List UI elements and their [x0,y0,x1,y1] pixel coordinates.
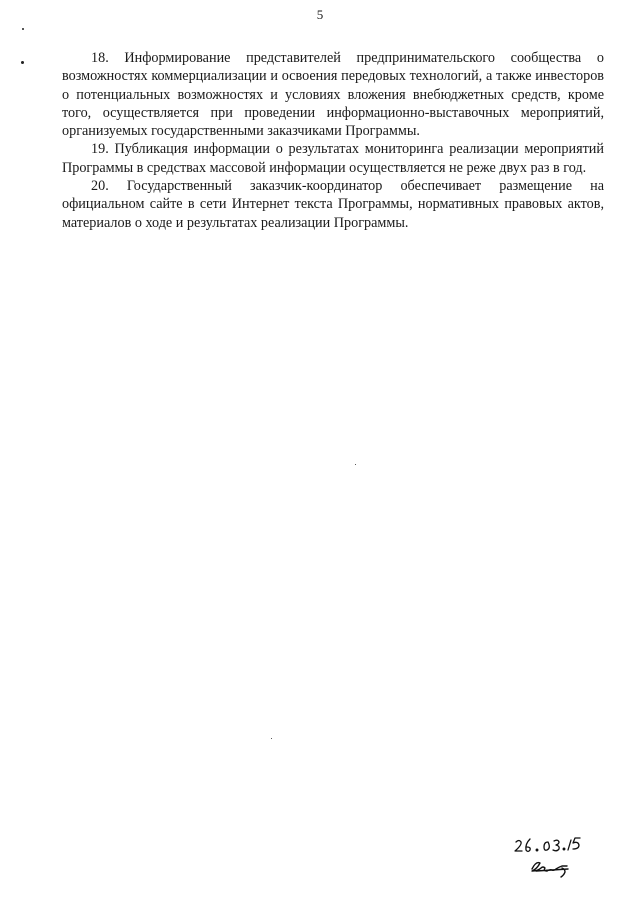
handwritten-date-and-initials [508,835,598,880]
scan-speck [355,464,356,465]
paragraph-19: 19. Публикация информации о результатах мониторинга реализации мероприятий Программы в средствах массовой информации осуществляется не реже двух раз в год. [62,141,604,176]
scan-speck [271,738,272,739]
paragraph-20: 20. Государственный заказчик-координатор обеспечивает размещение на официальном сайте в сети Интернет текста Программы, нормативных правовых актов, материалов о ходе и результатах реализации Программы. [62,178,604,231]
scan-speck [22,28,24,30]
scan-speck [21,61,24,64]
page-number: 5 [316,7,324,22]
paragraph-18: 18. Информирование представителей предпринимательского сообщества о возможностях коммерциализации и освоения передовых технологий, а также инвесторов о потенциальных возможностях и условиях вложения внебюджетных средств, кроме того, осуществляется при проведении информационно-выставочных мероприятий, организуемых государственными заказчиками Программы. [62,50,604,140]
document-body [62,49,604,232]
